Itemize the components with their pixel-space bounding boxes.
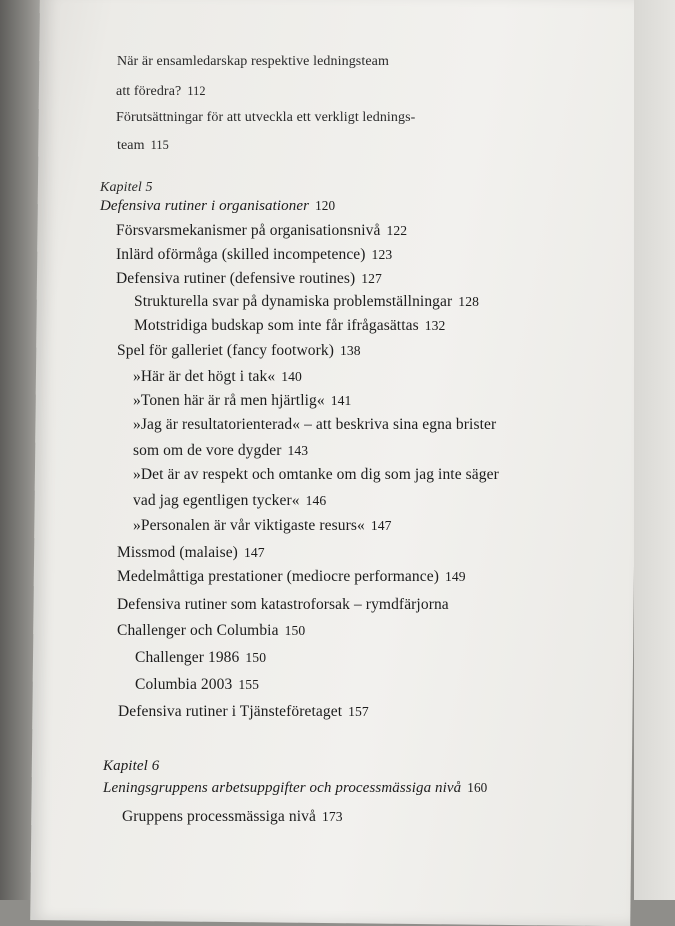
toc-page-number: 155	[238, 677, 260, 692]
toc-page-number: 149	[444, 569, 466, 584]
toc-page-number: 150	[284, 623, 306, 638]
toc-page-number: 157	[348, 704, 369, 719]
toc-entry	[118, 703, 369, 721]
toc-entry-text: Defensiva rutiner som katastroforsak – rymdfärjorna	[117, 596, 449, 613]
toc-page-number: 140	[281, 369, 302, 384]
toc-subentry	[133, 517, 392, 535]
toc-entry	[116, 84, 206, 100]
chapter-label-text: Kapitel 6	[103, 758, 160, 774]
toc-page-number: 160	[467, 780, 488, 795]
toc-entry-text: Motstridiga budskap som inte får ifrågasättas	[134, 317, 419, 334]
toc-page-number: 127	[361, 271, 382, 286]
toc-subentry	[133, 466, 499, 484]
toc-entry-text: När är ensamledarskap respektive ledningsteam	[117, 54, 389, 69]
toc-subentry	[134, 293, 479, 311]
toc-subentry	[135, 676, 259, 694]
chapter-title	[100, 198, 335, 215]
toc-entry-text: Columbia 2003	[135, 676, 233, 693]
chapter-label-text: Kapitel 5	[100, 180, 153, 195]
toc-entry	[116, 246, 392, 264]
toc-entry-text: Defensiva rutiner i Tjänsteföretaget	[118, 703, 343, 720]
toc-entry-text: Defensiva rutiner (defensive routines)	[116, 270, 356, 287]
toc-entry	[117, 138, 169, 154]
toc-entry-text: Challenger och Columbia	[117, 622, 279, 639]
toc-entry-text: »Det är av respekt och omtanke om dig som jag inte säger	[133, 466, 499, 483]
toc-page-number: 143	[287, 443, 309, 458]
chapter-label	[103, 758, 159, 775]
toc-entry-text: »Jag är resultatorienterad« – att beskriva sina egna brister	[133, 416, 497, 433]
toc-entry-text: vad jag egentligen tycker«	[133, 492, 300, 509]
toc-entry	[116, 110, 415, 126]
toc-page-number: 112	[187, 84, 206, 98]
toc-page-number: 128	[458, 294, 480, 309]
toc-entry	[117, 342, 361, 360]
toc-subentry	[135, 649, 266, 667]
toc-entry-text: att föredra?	[116, 84, 182, 99]
toc-page-number: 173	[321, 809, 343, 824]
toc-subentry	[133, 416, 496, 434]
toc-subentry	[133, 368, 302, 386]
toc-entry-text: Inlärd oförmåga (skilled incompetence)	[116, 246, 366, 263]
toc-subentry	[133, 392, 351, 410]
toc-entry-text: Gruppens processmässiga nivå	[122, 808, 316, 825]
toc-subentry	[133, 492, 326, 510]
toc-entry-text: Förutsättningar för att utveckla ett verkligt lednings-	[116, 110, 416, 125]
toc-entry	[117, 54, 389, 70]
toc-entry	[117, 568, 466, 586]
toc-page-number: 120	[315, 198, 336, 213]
chapter-title	[103, 780, 487, 797]
toc-entry-text: som om de vore dygder	[133, 442, 282, 459]
toc-page-number: 138	[339, 343, 361, 358]
toc-subentry	[133, 442, 308, 460]
toc-page-number: 141	[330, 393, 352, 408]
toc-page-number: 122	[386, 223, 408, 238]
toc-page-number: 115	[150, 138, 169, 152]
toc-subentry	[134, 317, 445, 335]
toc-entry-text: Spel för galleriet (fancy footwork)	[117, 342, 334, 359]
chapter-title-text: Leningsgruppens arbetsuppgifter och processmässiga nivå	[103, 780, 462, 796]
toc-entry-text: Missmod (malaise)	[117, 544, 238, 561]
toc-entry	[116, 270, 382, 288]
toc-entry-text: »Personalen är vår viktigaste resurs«	[133, 517, 365, 534]
toc-entry-text: Strukturella svar på dynamiska problemställningar	[134, 293, 453, 310]
toc-entry	[117, 544, 265, 562]
toc-entry	[117, 622, 305, 640]
toc-page-number: 150	[245, 650, 267, 665]
toc-entry-text: »Här är det högt i tak«	[133, 368, 276, 385]
toc-page-number: 147	[370, 518, 392, 533]
toc-entry-text: Försvarsmekanismer på organisationsnivå	[116, 222, 381, 239]
toc-entry-text: »Tonen här är rå men hjärtlig«	[133, 392, 325, 409]
toc-page-number: 146	[305, 493, 327, 508]
chapter-title-text: Defensiva rutiner i organisationer	[100, 198, 310, 214]
toc-entry-text: Medelmåttiga prestationer (mediocre performance)	[117, 568, 439, 585]
toc-entry-text: team	[117, 138, 145, 153]
toc-entry	[122, 808, 343, 826]
toc-page-number: 132	[424, 318, 446, 333]
toc-entry	[117, 596, 449, 614]
toc-entry-text: Challenger 1986	[135, 649, 240, 666]
toc-entry	[116, 222, 407, 240]
chapter-label	[100, 180, 153, 196]
toc-page-number: 123	[371, 247, 393, 262]
toc-page-number: 147	[243, 545, 265, 560]
